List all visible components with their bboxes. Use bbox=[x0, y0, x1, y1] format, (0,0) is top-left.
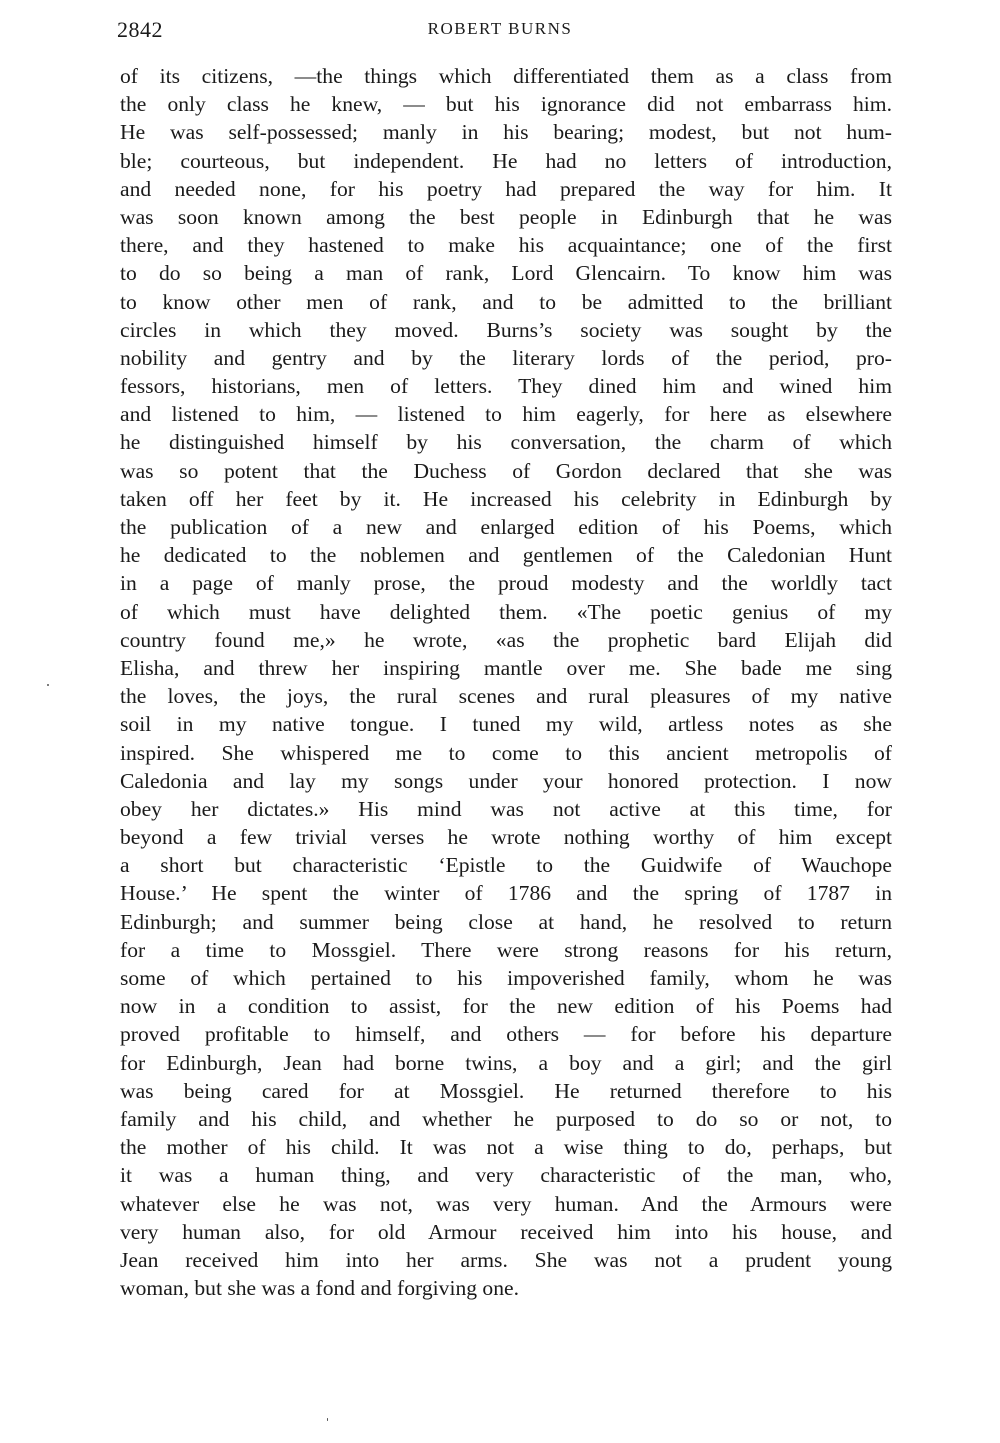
text-line: soil in my native tongue. I tuned my wild, artless notes as she bbox=[120, 712, 892, 737]
text-line: some of which pertained to his impoverished family, whom he was bbox=[120, 966, 892, 990]
text-line: and needed none, for his poetry had prepared the way for him. It bbox=[120, 176, 892, 201]
text-line: taken off her feet by it. He increased his celebrity in Edinburgh by bbox=[120, 486, 892, 511]
text-line: fessors, historians, men of letters. They dined him and wined him bbox=[120, 374, 892, 399]
text-line: now in a condition to assist, for the new edition of his Poems had bbox=[120, 994, 892, 1019]
text-line: proved profitable to himself, and others — for before his departure bbox=[120, 1022, 892, 1047]
page-number: 2842 bbox=[117, 17, 163, 42]
text-line: circles in which they moved. Burns’s society was sought by the bbox=[120, 317, 892, 342]
text-line: Edinburgh; and summer being close at hand, he resolved to return bbox=[120, 909, 892, 934]
text-line: he distinguished himself by his conversation, the charm of which bbox=[120, 430, 892, 455]
text-line: obey her dictates.» His mind was not active at this time, for bbox=[120, 796, 892, 821]
text-line: Caledonia and lay my songs under your honored protection. I now bbox=[120, 768, 892, 793]
text-line: very human also, for old Armour received him into his house, and bbox=[120, 1219, 892, 1244]
text-line: the publication of a new and enlarged edition of his Poems, which bbox=[120, 515, 892, 539]
text-line: House.’ He spent the winter of 1786 and the spring of 1787 in bbox=[120, 881, 892, 906]
running-head: ROBERT BURNS bbox=[427, 19, 573, 38]
text-line: whatever else he was not, was very human. And the Armours were bbox=[120, 1191, 892, 1216]
text-line: woman, but she was a fond and forgiving one. bbox=[120, 1276, 520, 1301]
text-line: beyond a few trivial verses he wrote nothing worthy of him except bbox=[120, 825, 892, 850]
text-line: for Edinburgh, Jean had borne twins, a boy and a girl; and the girl bbox=[120, 1050, 892, 1075]
text-line: in a page of manly prose, the proud modesty and the worldly tact bbox=[120, 571, 892, 596]
text-line: to do so being a man of rank, Lord Glencairn. To know him was bbox=[120, 261, 892, 286]
text-line: the mother of his child. It was not a wise thing to do, perhaps, but bbox=[120, 1135, 892, 1160]
text-line: to know other men of rank, and to be admitted to the brilliant bbox=[120, 289, 892, 314]
text-line: Elisha, and threw her inspiring mantle over me. She bade me sing bbox=[120, 655, 892, 680]
text-line: a short but characteristic ‘Epistle to the Guidwife of Wauchope bbox=[120, 853, 892, 878]
text-line: of which must have delighted them. «The poetic genius of my bbox=[120, 599, 892, 624]
text-line: there, and they hastened to make his acquaintance; one of the first bbox=[120, 233, 892, 258]
text-line: was so potent that the Duchess of Gordon declared that she was bbox=[120, 458, 892, 483]
text-line: the only class he knew, — but his ignorance did not embarrass him. bbox=[120, 92, 892, 117]
text-line: nobility and gentry and by the literary lords of the period, pro- bbox=[120, 345, 892, 370]
body-text bbox=[120, 62, 892, 1302]
text-line: for a time to Mossgiel. There were strong reasons for his return, bbox=[120, 937, 892, 962]
text-line: was being cared for at Mossgiel. He returned therefore to his bbox=[120, 1078, 892, 1103]
text-line: it was a human thing, and very characteristic of the man, who, bbox=[120, 1163, 892, 1188]
scan-speck bbox=[327, 1418, 328, 1421]
text-line: the loves, the joys, the rural scenes and rural pleasures of my native bbox=[120, 684, 892, 709]
text-line: was soon known among the best people in Edinburgh that he was bbox=[120, 204, 892, 229]
text-line: of its citizens, —the things which differentiated them as a class from bbox=[120, 64, 892, 88]
text-line: ble; courteous, but independent. He had no letters of introduction, bbox=[120, 148, 892, 173]
text-line: Jean received him into her arms. She was not a prudent young bbox=[120, 1247, 892, 1272]
text-line: family and his child, and whether he purposed to do so or not, to bbox=[120, 1106, 892, 1131]
text-line: He was self-possessed; manly in his bearing; modest, but not hum- bbox=[120, 120, 892, 145]
text-line: inspired. She whispered me to come to this ancient metropolis of bbox=[120, 740, 892, 765]
text-line: country found me,» he wrote, «as the prophetic bard Elijah did bbox=[120, 627, 892, 652]
scan-speck bbox=[47, 684, 49, 686]
text-line: he dedicated to the noblemen and gentlemen of the Caledonian Hunt bbox=[120, 543, 892, 568]
text-line: and listened to him, — listened to him eagerly, for here as elsewhere bbox=[120, 402, 892, 427]
